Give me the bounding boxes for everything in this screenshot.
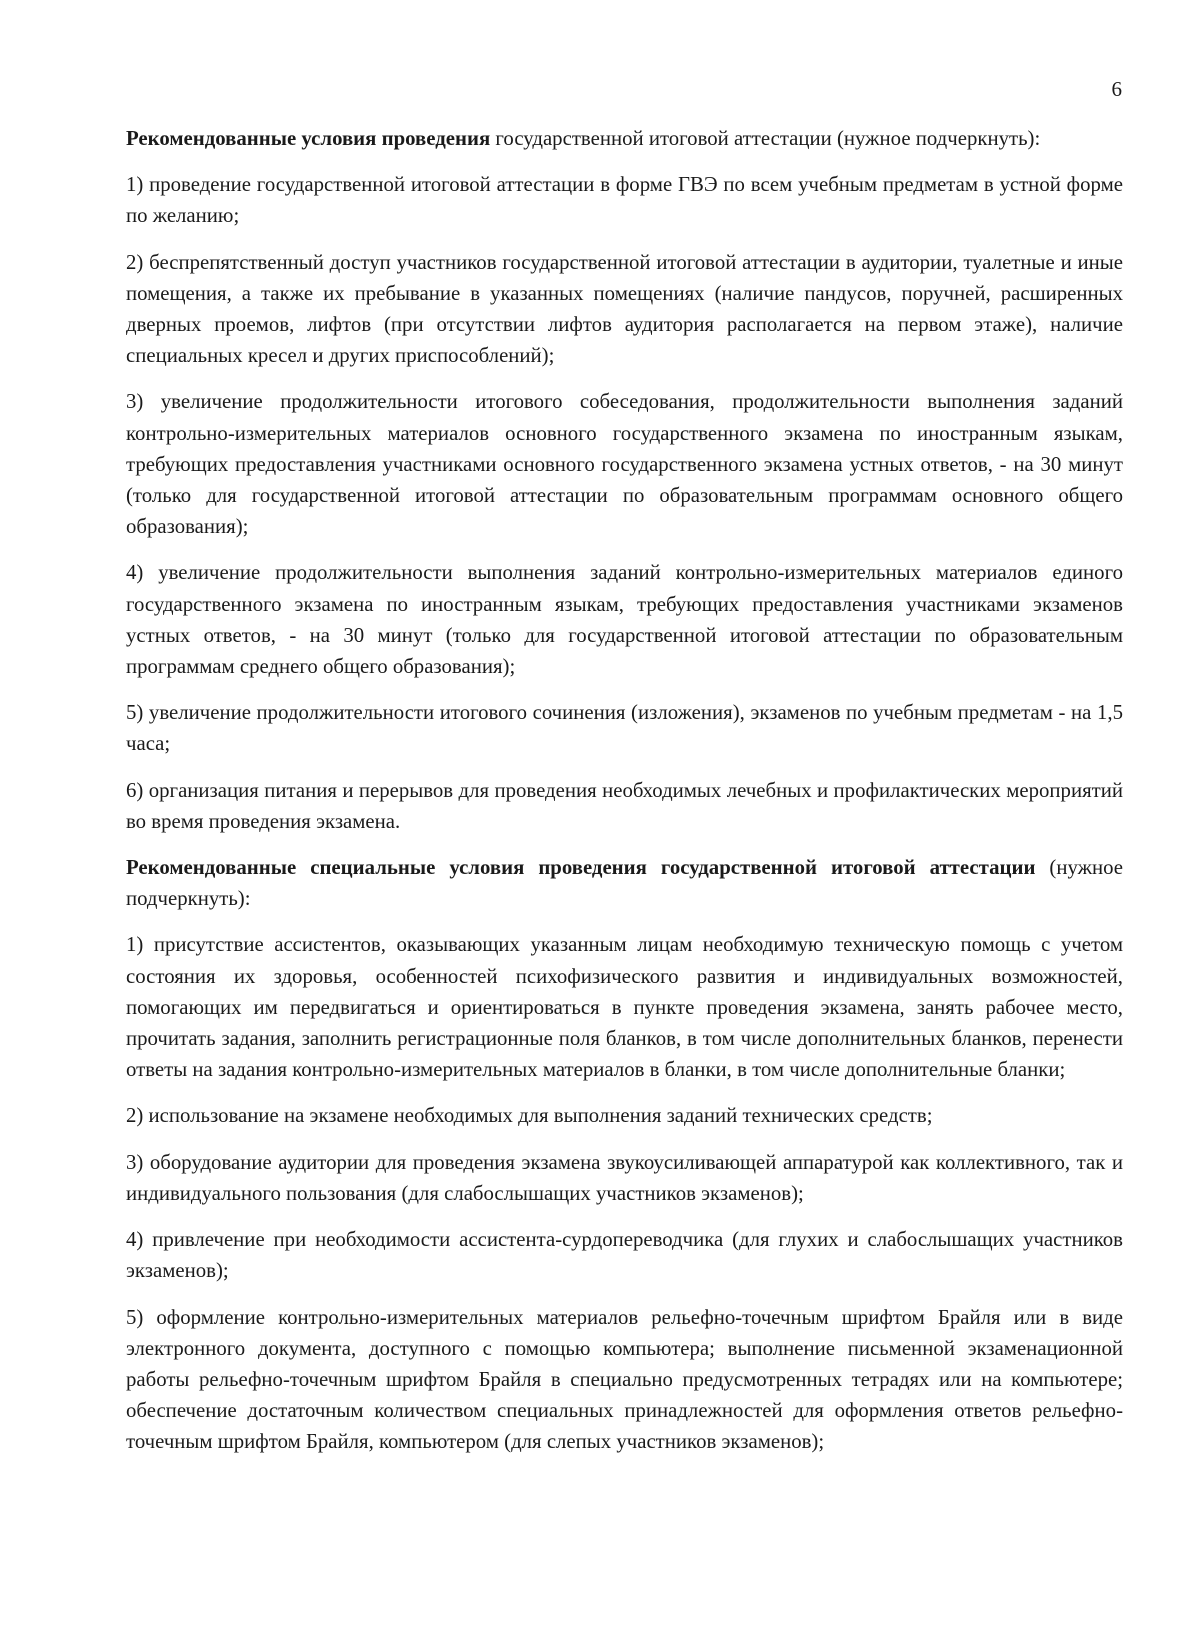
list-item: 4) увеличение продолжительности выполнения заданий контрольно-измерительных материалов единого государственного экзамена по иностранным языкам, требующих предоставления участниками экзаменов устных ответов, - на 30 минут (только для государственной итоговой аттестации по образовательным программам среднего общего образования);	[126, 561, 1123, 679]
section-heading-special-conditions	[126, 852, 1123, 914]
list-item: 3) увеличение продолжительности итогового собеседования, продолжительности выполнения заданий контрольно-измерительных материалов основного государственного экзамена по иностранным языкам, требующих предоставления участниками основного государственного экзамена устных ответов, - на 30 минут (только для государственной итоговой аттестации по образовательным программам основного общего образования);	[126, 390, 1123, 539]
section-heading-bold: Рекомендованные специальные условия проведения государственной итоговой аттестации	[126, 856, 1036, 880]
list-item: 4) привлечение при необходимости ассистента-сурдопереводчика (для глухих и слабослышащих участников экзаменов);	[126, 1228, 1123, 1283]
list-item: 3) оборудование аудитории для проведения экзамена звукоусиливающей аппаратурой как коллективного, так и индивидуального пользования (для слабослышащих участников экзаменов);	[126, 1150, 1123, 1205]
list-item: 2) использование на экзамене необходимых для выполнения заданий технических средств;	[126, 1104, 933, 1128]
list-item: 6) организация питания и перерывов для проведения необходимых лечебных и профилактических мероприятий во время проведения экзамена.	[126, 778, 1123, 833]
document-body	[126, 123, 1123, 1473]
page-number: 6	[1111, 77, 1122, 101]
section-heading-conditions	[126, 123, 1123, 154]
list-item: 5) оформление контрольно-измерительных материалов рельефно-точечным шрифтом Брайля или в виде электронного документа, доступного с помощью компьютера; выполнение письменной экзаменационной работы рельефно-точечным шрифтом Брайля в специально предусмотренных тетрадях или на компьютере; обеспечение достаточным количеством специальных принадлежностей для оформления ответов рельефно-точечным шрифтом Брайля, компьютером (для слепых участников экзаменов);	[126, 1305, 1123, 1454]
list-item: 1) присутствие ассистентов, оказывающих указанным лицам необходимую техническую помощь с учетом состояния их здоровья, особенностей психофизического развития и индивидуальных возможностей, помогающих им передвигаться и ориентироваться в пункте проведения экзамена, занять рабочее место, прочитать задания, заполнить регистрационные поля бланков, в том числе дополнительных бланков, перенести ответы на задания контрольно-измерительных материалов в бланки, в том числе дополнительные бланки;	[126, 933, 1123, 1082]
section-heading-bold: Рекомендованные условия проведения	[126, 127, 491, 150]
list-item: 1) проведение государственной итоговой аттестации в форме ГВЭ по всем учебным предметам в устной форме по желанию;	[126, 173, 1123, 228]
section-heading-rest: (нужное подчеркнуть):	[126, 856, 1123, 911]
list-item: 5) увеличение продолжительности итогового сочинения (изложения), экзаменов по учебным предметам - на 1,5 часа;	[126, 701, 1123, 756]
list-item: 2) беспрепятственный доступ участников государственной итоговой аттестации в аудитории, туалетные и иные помещения, а также их пребывание в указанных помещениях (наличие пандусов, поручней, расширенных дверных проемов, лифтов (при отсутствии лифтов аудитория располагается на первом этаже), наличие специальных кресел и других приспособлений);	[126, 250, 1123, 368]
section-heading-rest: государственной итоговой аттестации (нужное подчеркнуть):	[490, 127, 1041, 150]
